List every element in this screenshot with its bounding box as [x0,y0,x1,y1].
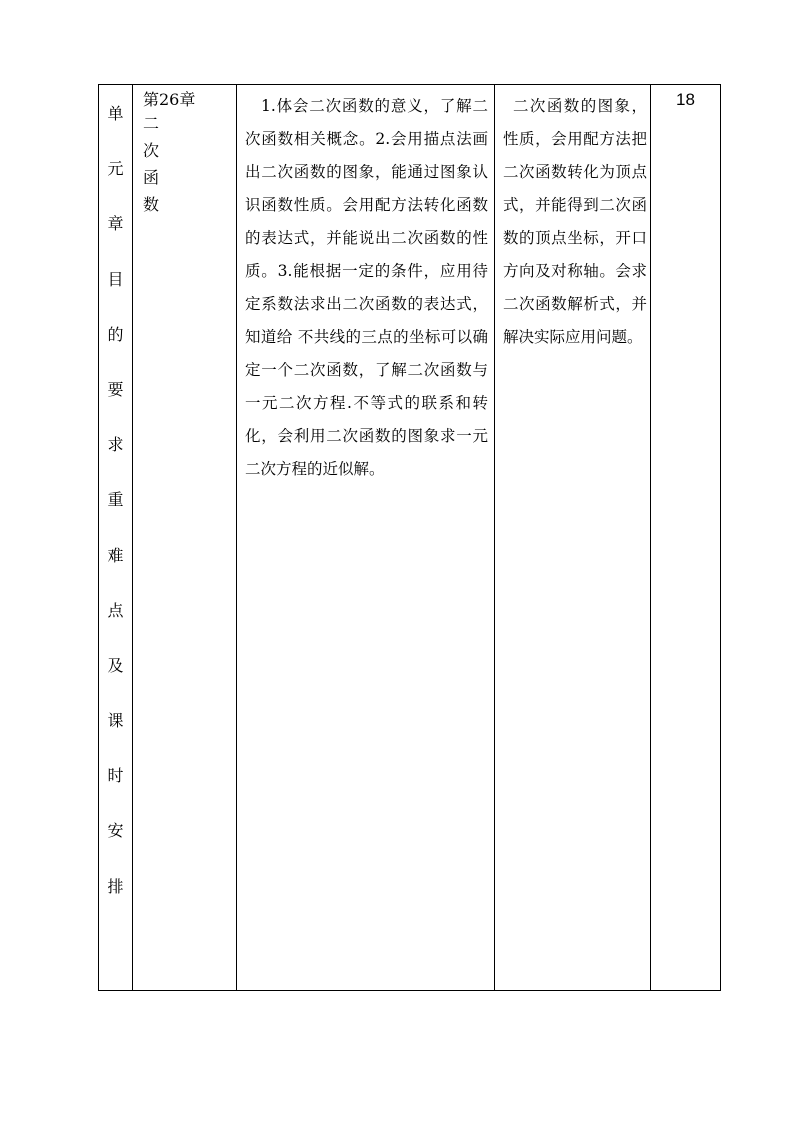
class-hours-value: 18 [676,90,695,109]
teaching-goals-cell [237,85,495,991]
section-title-char: 重 [107,490,124,510]
chapter-info [133,85,236,218]
table-row [99,85,721,991]
section-title-char: 安 [107,821,124,841]
section-title-char: 单 [107,104,124,123]
chapter-name-char: 函 [143,168,160,187]
section-title-char: 的 [107,324,124,344]
section-title-char: 点 [107,600,124,620]
section-title-char: 元 [107,159,124,179]
class-hours-cell [651,85,721,991]
section-title-char: 排 [107,876,124,896]
section-title-char: 时 [107,766,124,786]
section-title-char: 目 [107,269,124,289]
key-difficulties-text: 二次函数的图象，性质，会用配方法把二次函数转化为顶点式，并能得到二次函数的顶点坐标，开口方向及对称轴。会求二次函数解析式，并解决实际应用问题。 [503,97,647,346]
section-title-cell [99,85,133,991]
section-title-char: 课 [107,711,124,731]
chapter-name-char: 二 [143,114,160,133]
key-difficulties-cell [495,85,651,991]
chapter-name [143,110,236,218]
teaching-goals-text: 1.体会二次函数的意义，了解二次函数相关概念。2.会用描点法画出二次函数的图象，能通过图象认识函数性质。会用配方法转化函数的表达式，并能说出二次函数的性质。3.能根据一定的条件，应用待定系数法求出二次函数的表达式，知道给 不共线的三点的坐标可以确定一个二次函数，了解二次函数与一元二次方程.不等式的联系和转化，会利用二次函数的图象求一元二次方程的近似解。 [245,97,488,478]
section-title-char: 章 [107,214,124,234]
section-title-char: 及 [107,655,124,675]
section-title [99,85,132,927]
unit-plan-table [98,84,721,991]
chapter-heading: 第26章 [143,90,196,109]
section-title-char: 要 [107,379,124,399]
chapter-name-char: 数 [143,195,160,214]
section-title-char: 难 [107,545,124,565]
chapter-name-char: 次 [143,141,160,160]
chapter-cell [133,85,237,991]
section-title-char: 求 [107,435,124,455]
